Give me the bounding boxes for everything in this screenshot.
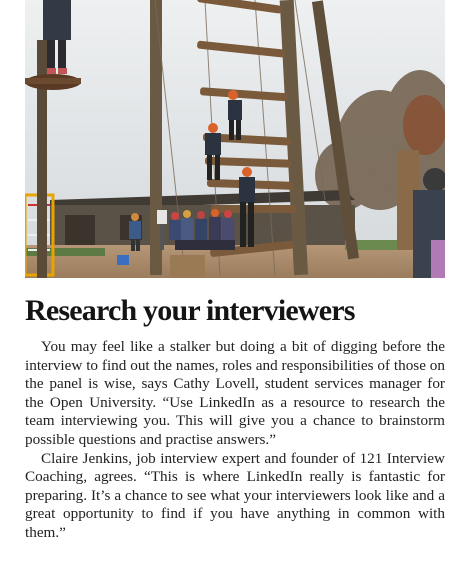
article-photo: [25, 0, 445, 278]
ropes-course-image: [25, 0, 445, 278]
article-paragraph-1: You may feel like a stalker but doing a bit of digging before the interview to find out the names, roles and responsibilities of those on the panel is wise, says Cathy Lovell, student services manager for the Open University. “Use LinkedIn as a resource to research the team interviewing you. This will give you a chance to brainstorm possible questions and practise answers.”: [25, 338, 445, 448]
article-body: [25, 338, 445, 543]
article-headline: Research your interviewers: [25, 294, 355, 327]
article-paragraph-2: Claire Jenkins, job interview expert and founder of 121 Interview Coaching, agrees. “This is where LinkedIn really is fantastic for preparing. It’s a chance to see what your interviewers look like and a great opportunity to find if you have anything in common with them.”: [25, 449, 445, 541]
